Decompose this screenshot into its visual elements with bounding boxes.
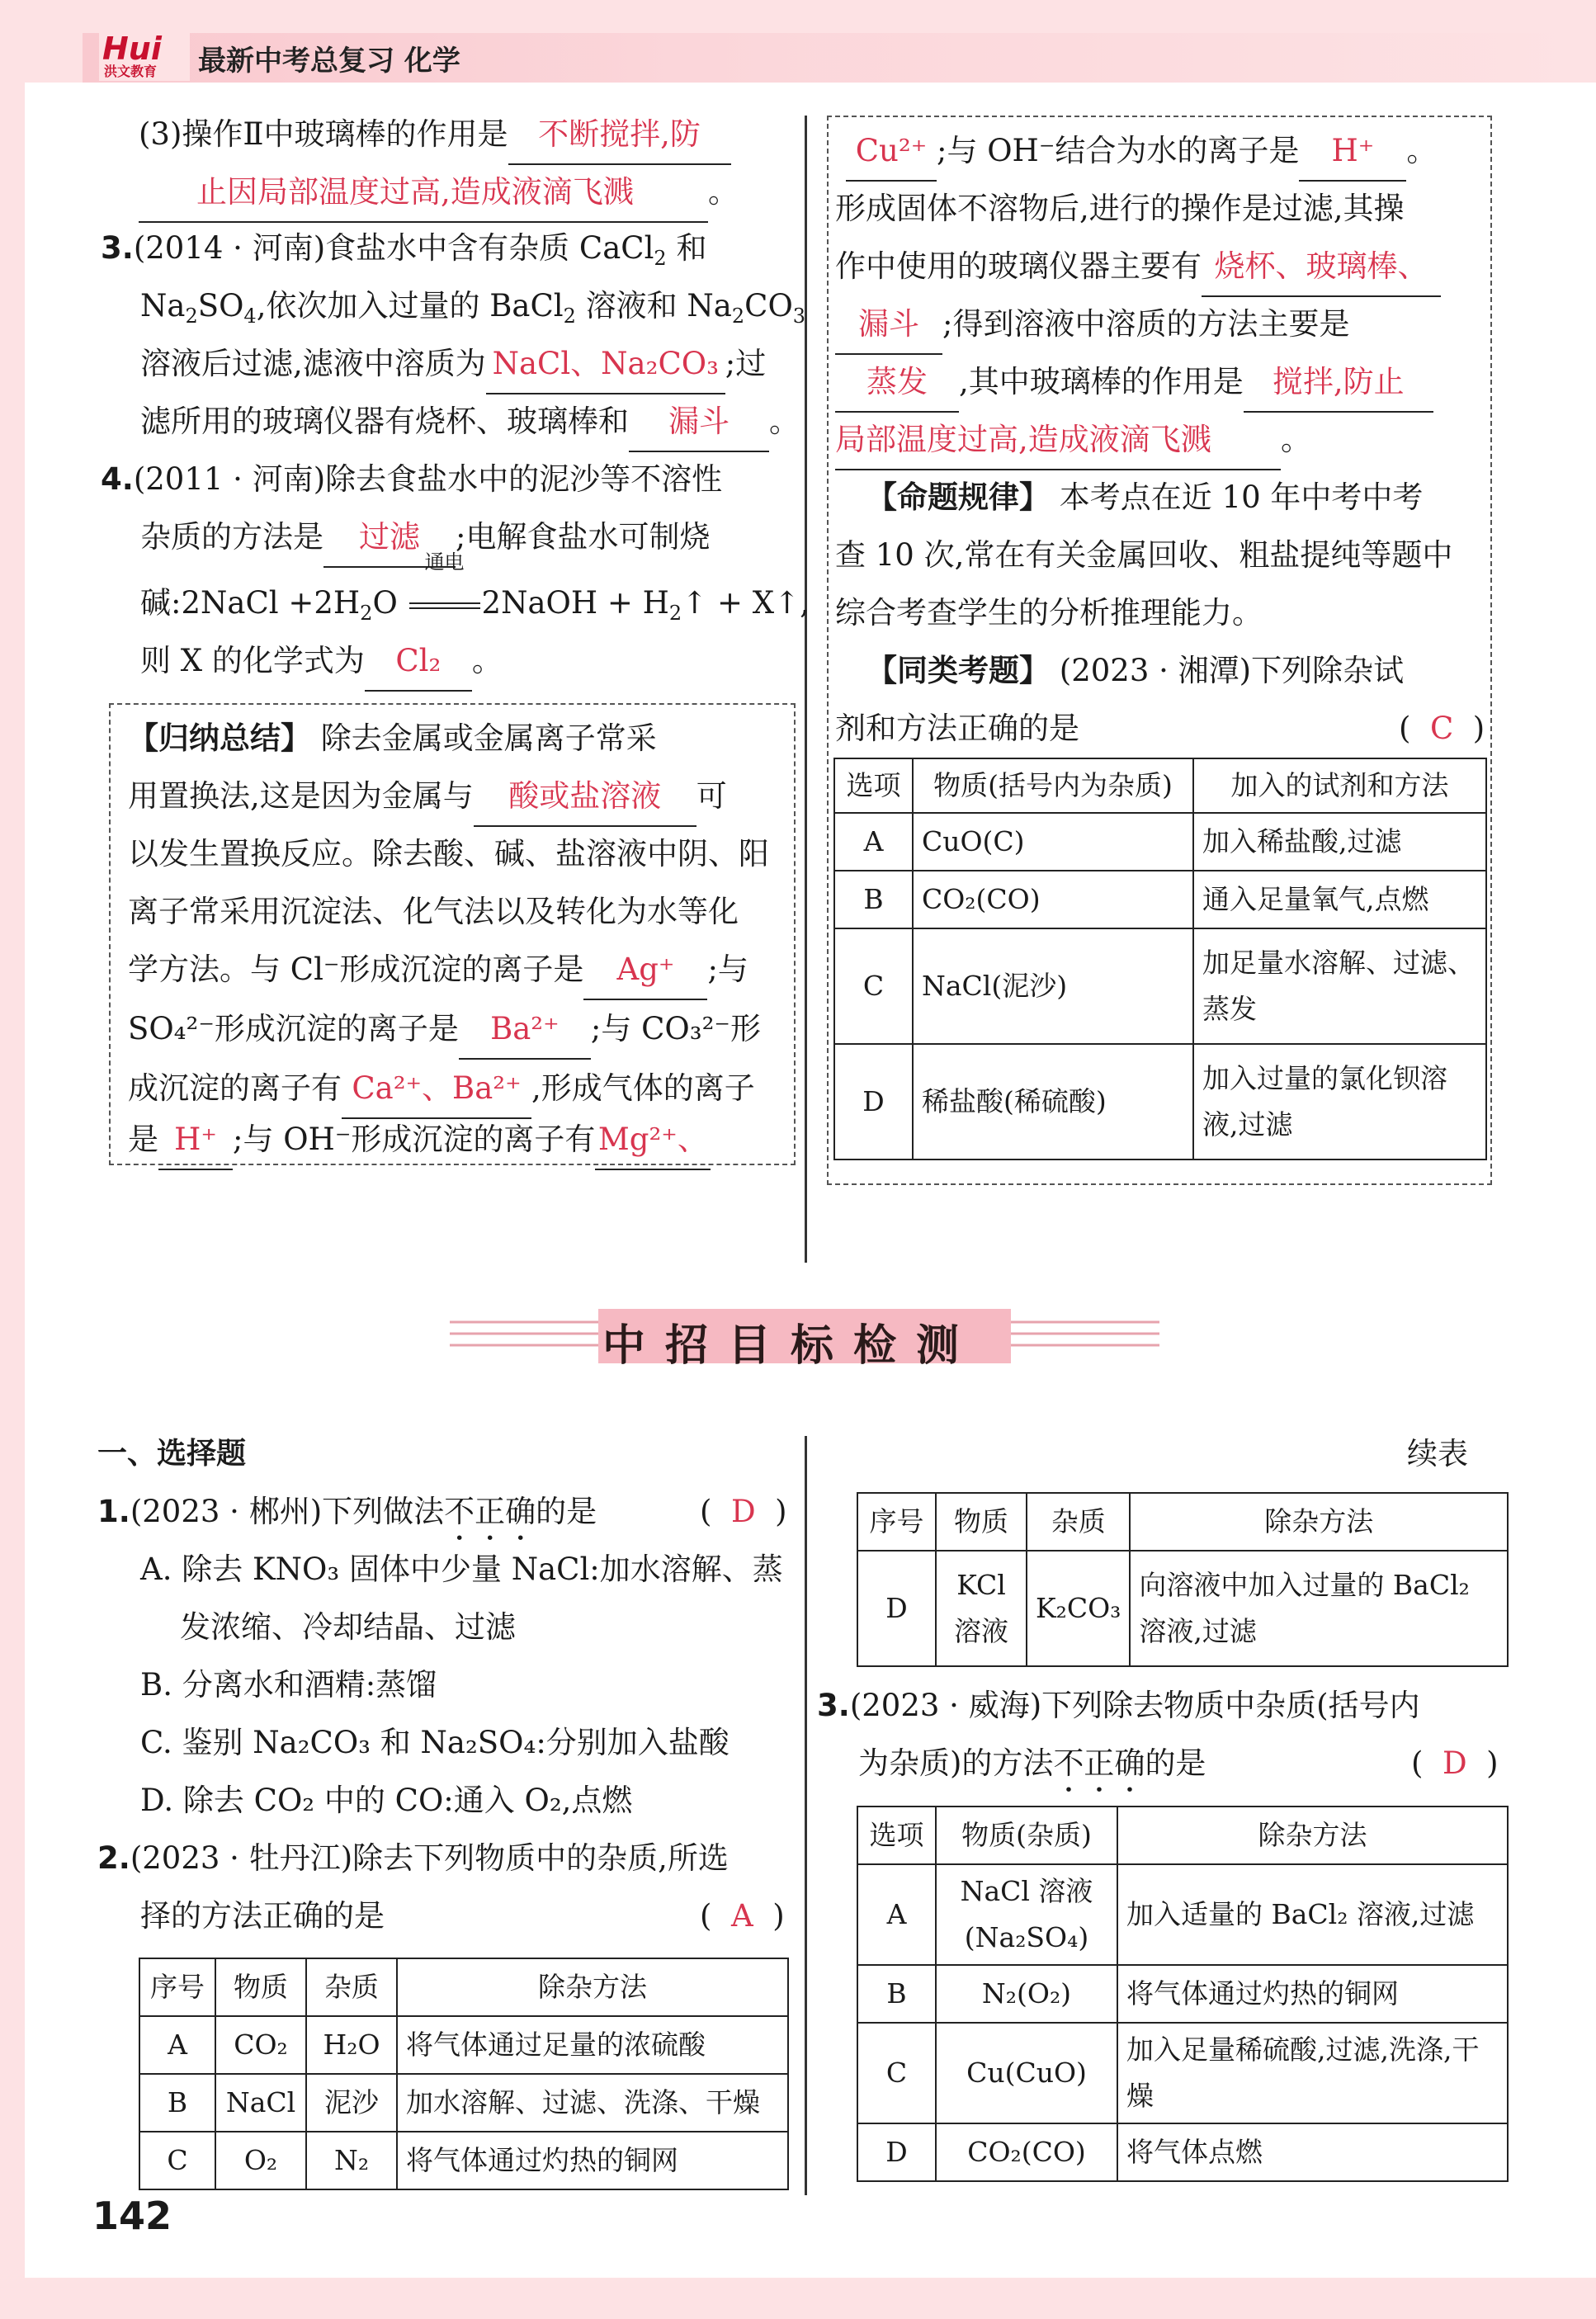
table-cell: KCl溶液: [936, 1551, 1027, 1666]
table-cell: 将气体通过足量的浓硫酸: [397, 2016, 788, 2074]
table-cell: C: [834, 928, 913, 1044]
table-cell: CO₂(CO): [913, 871, 1193, 928]
same-type-line1: 【同类考题】 (2023 · 湘潭)下列除杂试: [866, 653, 1405, 688]
q1-option-b: B. 分离水和酒精:蒸馏: [140, 1667, 437, 1703]
rule-line2: 查 10 次,常在有关金属回收、粗盐提纯等题中: [835, 537, 1453, 573]
table-cell: A: [139, 2016, 215, 2074]
svg-text:Hui: Hui: [102, 31, 162, 67]
table-cell: 将气体通过灼热的铜网: [1117, 1965, 1508, 2023]
q1-option-d: D. 除去 CO₂ 中的 CO:通入 O₂,点燃: [140, 1783, 633, 1818]
table-cell: B: [857, 1965, 936, 2023]
header-title: 最新中考总复习 化学: [198, 45, 460, 78]
q1-option-a: A. 除去 KNO₃ 固体中少量 NaCl:加水溶解、蒸: [140, 1552, 783, 1587]
table-cell: B: [834, 871, 913, 928]
section-heading: 一、选择题: [97, 1437, 247, 1471]
table-header: 物质: [215, 1958, 306, 2016]
table-cell: NaCl(泥沙): [913, 928, 1193, 1044]
table-cell: Cu(CuO): [936, 2023, 1117, 2123]
summary-line1: 【归纳总结】 除去金属或金属离子常采: [128, 720, 657, 756]
right-line3: 作中使用的玻璃仪器主要有 烧杯、玻璃棒、: [835, 238, 1441, 297]
q3-line2: 止因局部温度过高,造成液滴飞溅 。: [139, 163, 739, 223]
question-3-line2: 为杂质)的方法不正确的是: [858, 1745, 1206, 1781]
same-type-answer: ( C ): [1399, 711, 1485, 746]
summary-line5: 学方法。与 Cl⁻形成沉淀的离子是 Ag⁺ ;与: [128, 941, 748, 1000]
table-cell: 将气体通过灼热的铜网: [397, 2132, 788, 2189]
electrolysis-equation: 碱:2NaCl $+2H_2O$ 通电 2NaOH + $H_2↑$ + X↑,: [140, 550, 810, 625]
q3-line1: (3)操作Ⅱ中玻璃棒的作用是 不断搅拌,防: [139, 106, 731, 165]
table-cell: CO₂(CO): [936, 2123, 1117, 2181]
question-1-answer: ( D ): [700, 1494, 787, 1529]
bottom-margin: [0, 2278, 1596, 2319]
publisher-logo: [99, 23, 190, 81]
table-cell: C: [139, 2132, 215, 2189]
table-header: 序号: [139, 1958, 215, 2016]
summary-line3: 以发生置换反应。除去酸、碱、盐溶液中阴、阳: [128, 836, 769, 871]
same-type-line2: 剂和方法正确的是: [835, 711, 1079, 746]
table-cell: O₂: [215, 2132, 306, 2189]
table-header: 选项: [834, 758, 913, 813]
table-header: 物质: [936, 1493, 1027, 1551]
question-2: 2.(2023 · 牡丹江)除去下列物质中的杂质,所选: [97, 1840, 729, 1876]
table-cell: 加入足量稀硫酸,过滤,洗涤,干燥: [1117, 2023, 1508, 2123]
table-cell: 通入足量氧气,点燃: [1193, 871, 1486, 928]
continued-table: [857, 1492, 1509, 1667]
summary-line2: 用置换法,这是因为金属与 酸或盐溶液 可: [128, 767, 727, 827]
table-cell: CuO(C): [913, 813, 1193, 871]
q1-option-a-cont: 发浓缩、冷却结晶、过滤: [180, 1609, 516, 1645]
table-cell: N₂(O₂): [936, 1965, 1117, 2023]
question-2-table: [139, 1958, 789, 2190]
table-cell: 将气体点燃: [1117, 2123, 1508, 2181]
table-cell: 向溶液中加入过量的 BaCl₂ 溶液,过滤: [1130, 1551, 1508, 1666]
problem-4: 4.(2011 · 河南)除去食盐水中的泥沙等不溶性: [101, 461, 723, 497]
problem-4-line4: 则 X 的化学式为 Cl₂ 。: [140, 632, 503, 692]
table-cell: CO₂: [215, 2016, 306, 2074]
problem-3-line3: 溶液后过滤,滤液中溶质为 NaCl、Na₂CO₃ ;过: [140, 335, 766, 394]
table-header: 除杂方法: [1117, 1807, 1508, 1864]
table-cell: N₂: [306, 2132, 397, 2189]
table-cell: A: [834, 813, 913, 871]
table-cell: C: [857, 2023, 936, 2123]
problem-4-line2: 杂质的方法是 过滤 ;电解食盐水可制烧: [140, 508, 710, 568]
reaction-condition: 通电: [424, 550, 465, 574]
table-header: 除杂方法: [397, 1958, 788, 2016]
rule-line3: 综合考查学生的分析推理能力。: [835, 595, 1263, 631]
table-cell: 泥沙: [306, 2074, 397, 2132]
problem-3: 3.(2014 · 河南)食盐水中含有杂质 CaCl$_2$ 和: [101, 230, 707, 270]
question-2-answer: ( A ): [700, 1898, 785, 1934]
table-header: 物质(杂质): [936, 1807, 1117, 1864]
table-cell: 加入稀盐酸,过滤: [1193, 813, 1486, 871]
table-cell: H₂O: [306, 2016, 397, 2074]
table-cell: A: [857, 1864, 936, 1965]
table-header: 杂质: [1027, 1493, 1130, 1551]
table-cell: 加足量水溶解、过滤、蒸发: [1193, 928, 1486, 1044]
table-header: 序号: [857, 1493, 936, 1551]
right-line1: Cu²⁺ ;与 OH⁻结合为水的离子是 H⁺ 。: [846, 122, 1437, 182]
table-cell: D: [857, 2123, 936, 2181]
question-2-line2: 择的方法正确的是: [140, 1898, 385, 1934]
svg-text:洪文教育: 洪文教育: [104, 64, 158, 79]
rule-line1: 【命题规律】 本考点在近 10 年中考中考: [866, 479, 1424, 515]
table-cell: 加水溶解、过滤、洗涤、干燥: [397, 2074, 788, 2132]
problem-3-line4: 滤所用的玻璃仪器有烧杯、玻璃棒和 漏斗 。: [140, 393, 800, 452]
table-cell: NaCl: [215, 2074, 306, 2132]
summary-line4: 离子常采用沉淀法、化气法以及转化为水等化: [128, 894, 739, 929]
table-header: 选项: [857, 1807, 936, 1864]
right-line4: 漏斗 ;得到溶液中溶质的方法主要是: [835, 295, 1349, 355]
table-header: 物质(括号内为杂质): [913, 758, 1193, 813]
same-type-table: [833, 758, 1487, 1160]
question-3-answer: ( D ): [1411, 1745, 1499, 1781]
question-3: 3.(2023 · 威海)下列除去物质中杂质(括号内: [817, 1688, 1420, 1723]
summary-line7: 成沉淀的离子有 Ca²⁺、Ba²⁺ ,形成气体的离子: [128, 1060, 755, 1119]
page-number: 142: [92, 2194, 172, 2238]
continued-table-label: 续表: [1407, 1436, 1468, 1471]
q1-option-c: C. 鉴别 Na₂CO₃ 和 Na₂SO₄:分别加入盐酸: [140, 1725, 730, 1760]
table-cell: NaCl 溶液(Na₂SO₄): [936, 1864, 1117, 1965]
table-header: 除杂方法: [1130, 1493, 1508, 1551]
right-line2: 形成固体不溶物后,进行的操作是过滤,其操: [835, 191, 1405, 226]
table-header: 杂质: [306, 1958, 397, 2016]
table-cell: D: [834, 1044, 913, 1160]
table-cell: 加入过量的氯化钡溶液,过滤: [1193, 1044, 1486, 1160]
lower-column-divider: [805, 1436, 807, 2195]
left-margin: [0, 83, 25, 2319]
right-line5: 蒸发 ,其中玻璃棒的作用是 搅拌,防止: [835, 353, 1433, 413]
summary-line8: 是 H⁺ ;与 OH⁻形成沉淀的离子有Mg²⁺、: [128, 1111, 711, 1170]
banner-title: 中招目标检测: [602, 1321, 980, 1371]
table-cell: K₂CO₃: [1027, 1551, 1130, 1666]
question-3-table: [857, 1806, 1509, 2182]
summary-line6: SO₄²⁻形成沉淀的离子是 Ba²⁺ ;与 CO₃²⁻形: [128, 1000, 761, 1060]
right-line6: 局部温度过高,造成液滴飞溅 。: [835, 411, 1311, 470]
table-cell: 加入适量的 BaCl₂ 溶液,过滤: [1117, 1864, 1508, 1965]
question-1: 1.(2023 · 郴州)下列做法不正确的是: [97, 1494, 597, 1529]
table-cell: 稀盐酸(稀硫酸): [913, 1044, 1193, 1160]
table-cell: B: [139, 2074, 215, 2132]
table-cell: D: [857, 1551, 936, 1666]
problem-3-line2: $Na_2SO_4$,依次加入过量的 BaCl$_2$ 溶液和 $Na_2CO_3$: [140, 288, 806, 328]
table-header: 加入的试剂和方法: [1193, 758, 1486, 813]
